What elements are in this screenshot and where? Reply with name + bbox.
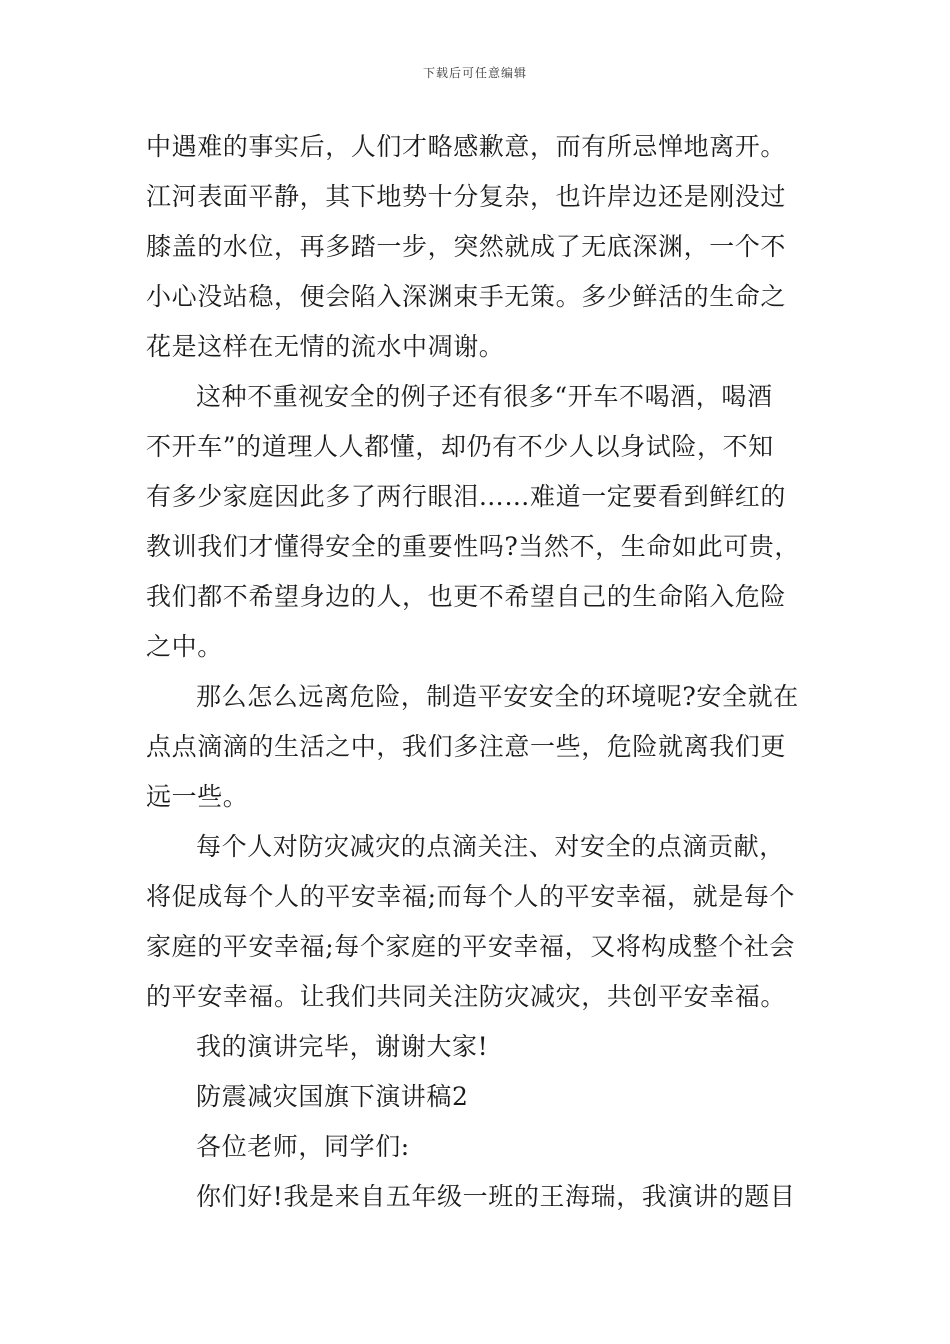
paragraph-first-line: 每个人对防灾减灾的点滴关注、对安全的点滴贡献， [196,832,785,861]
text-line: 我们都不希望身边的人，也更不希望自己的生命陷入危险 [146,582,787,611]
text-line: 远一些。 [146,782,249,811]
salutation: 各位老师，同学们: [196,1132,410,1161]
text-line: 的平安幸福。让我们共同关注防灾减灾，共创平安幸福。 [146,982,787,1011]
section-title: 防震减灾国旗下演讲稿2 [196,1082,469,1111]
text-line: 小心没站稳，便会陷入深渊束手无策。多少鲜活的生命之 [146,282,787,311]
document-body [146,122,806,1222]
text-line: 不开车”的道理人人都懂，却仍有不少人以身试险，不知 [146,432,774,461]
text-line: 花是这样在无情的流水中凋谢。 [146,332,505,361]
text-line: 中遇难的事实后，人们才略感歉意，而有所忌惮地离开。 [146,132,787,161]
text-line: 有多少家庭因此多了两行眼泪……难道一定要看到鲜红的 [146,482,787,511]
paragraph-first-line: 你们好!我是来自五年级一班的王海瑞，我演讲的题目 [196,1182,796,1211]
paragraph-first-line: 那么怎么远离危险，制造平安安全的环境呢?安全就在 [196,682,799,711]
closing-line: 我的演讲完毕，谢谢大家! [196,1032,489,1061]
text-line: 点点滴滴的生活之中，我们多注意一些，危险就离我们更 [146,732,787,761]
text-line: 家庭的平安幸福;每个家庭的平安幸福，又将构成整个社会 [146,932,796,961]
text-line: 膝盖的水位，再多踏一步，突然就成了无底深渊，一个不 [146,232,787,261]
text-line: 教训我们才懂得安全的重要性吗?当然不，生命如此可贵， [146,532,801,561]
page-header: 下载后可任意编辑 [422,66,527,80]
text-line: 之中。 [146,632,223,661]
text-line: 将促成每个人的平安幸福;而每个人的平安幸福，就是每个 [146,882,796,911]
paragraph-first-line: 这种不重视安全的例子还有很多“开车不喝酒，喝酒 [196,382,773,411]
text-line: 江河表面平静，其下地势十分复杂，也许岸边还是刚没过 [146,182,787,211]
